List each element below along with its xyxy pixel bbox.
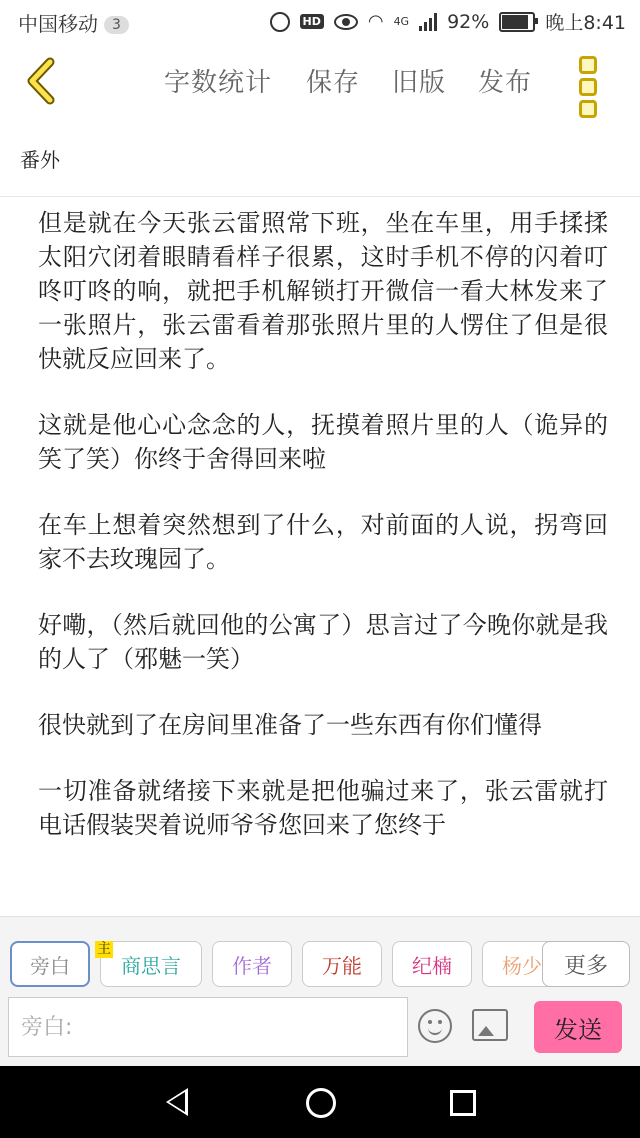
- clock: 晚上8:41: [545, 12, 626, 34]
- smiley-icon: [428, 1026, 442, 1035]
- battery-icon: [499, 12, 535, 32]
- status-icons: [270, 8, 627, 35]
- paragraph: 这就是他心心念念的人，抚摸着照片里的人（诡异的笑了笑）你终于舍得回来啦: [38, 411, 608, 473]
- role-selector: [10, 941, 636, 991]
- editor-toolbar: [0, 44, 640, 120]
- paragraph: 在车上想着突然想到了什么，对前面的人说，拐弯回家不去玫瑰园了。: [38, 511, 608, 573]
- role-chip[interactable]: [302, 941, 382, 987]
- system-nav-bar: [0, 1066, 640, 1138]
- role-label: 旁白: [30, 953, 70, 978]
- nav-back-button[interactable]: [166, 1088, 188, 1116]
- status-bar: [0, 0, 640, 44]
- role-chip[interactable]: [392, 941, 472, 987]
- message-input[interactable]: [8, 997, 408, 1057]
- main-role-tag: 主: [95, 941, 113, 958]
- more-label: 更多: [563, 953, 608, 979]
- emoji-button[interactable]: [418, 1009, 452, 1043]
- signal-icon: [419, 13, 437, 31]
- role-label: 作者: [232, 953, 272, 978]
- story-content[interactable]: [38, 206, 608, 916]
- battery-percent: 92%: [447, 10, 490, 33]
- chapter-title-area: [0, 120, 640, 197]
- chapter-title[interactable]: 番外: [20, 148, 60, 172]
- chevron-left-icon: [20, 56, 70, 106]
- input-row: [0, 997, 640, 1063]
- paragraph: 很快就到了在房间里准备了一些东西有你们懂得: [38, 711, 542, 739]
- role-label: 万能: [322, 953, 362, 978]
- word-count-button[interactable]: 字数统计: [164, 68, 273, 98]
- more-vertical-icon: [576, 56, 602, 118]
- image-button[interactable]: [472, 1009, 508, 1041]
- eye-comfort-icon: [334, 14, 358, 30]
- alarm-icon: [270, 12, 290, 32]
- publish-button[interactable]: 发布: [478, 68, 533, 98]
- nav-home-button[interactable]: [306, 1088, 336, 1118]
- nav-recents-button[interactable]: [450, 1090, 476, 1116]
- paragraph: 一切准备就绪接下来就是把他骗过来了，张云雷就打电话假装哭着说师爷爷您回来了您终于: [38, 777, 608, 839]
- role-chip[interactable]: [212, 941, 292, 987]
- more-menu-button[interactable]: [576, 56, 602, 108]
- paragraph: 但是就在今天张云雷照常下班，坐在车里，用手揉揉太阳穴闭着眼睛看样子很累，这时手机不停的闪着叮咚叮咚的响，就把手机解锁打开微信一看大林发来了一张照片，张云雷看着那张照片里的人愣住了但是很快就反应回来了。: [38, 209, 608, 373]
- hd-icon: HD: [300, 14, 324, 29]
- role-chip[interactable]: [10, 941, 90, 987]
- role-label: 杨少: [502, 953, 542, 978]
- back-button[interactable]: [20, 56, 70, 106]
- wifi-icon: ◠: [367, 11, 384, 32]
- old-version-button[interactable]: 旧版: [392, 68, 447, 98]
- carrier-name: 中国移动: [18, 12, 98, 36]
- role-chip[interactable]: [97, 941, 202, 987]
- carrier: [18, 8, 129, 37]
- role-label: 纪楠: [412, 953, 452, 978]
- message-composer: [0, 916, 640, 1067]
- save-button[interactable]: 保存: [306, 68, 361, 98]
- network-type: 4G: [393, 15, 410, 28]
- carrier-badge: 3: [104, 16, 129, 34]
- role-label: 商思言: [121, 953, 181, 978]
- paragraph: 好嘞，（然后就回他的公寓了）思言过了今晚你就是我的人了（邪魅一笑）: [38, 611, 608, 673]
- send-button[interactable]: 发送: [534, 1001, 622, 1053]
- more-roles-button[interactable]: [542, 941, 630, 987]
